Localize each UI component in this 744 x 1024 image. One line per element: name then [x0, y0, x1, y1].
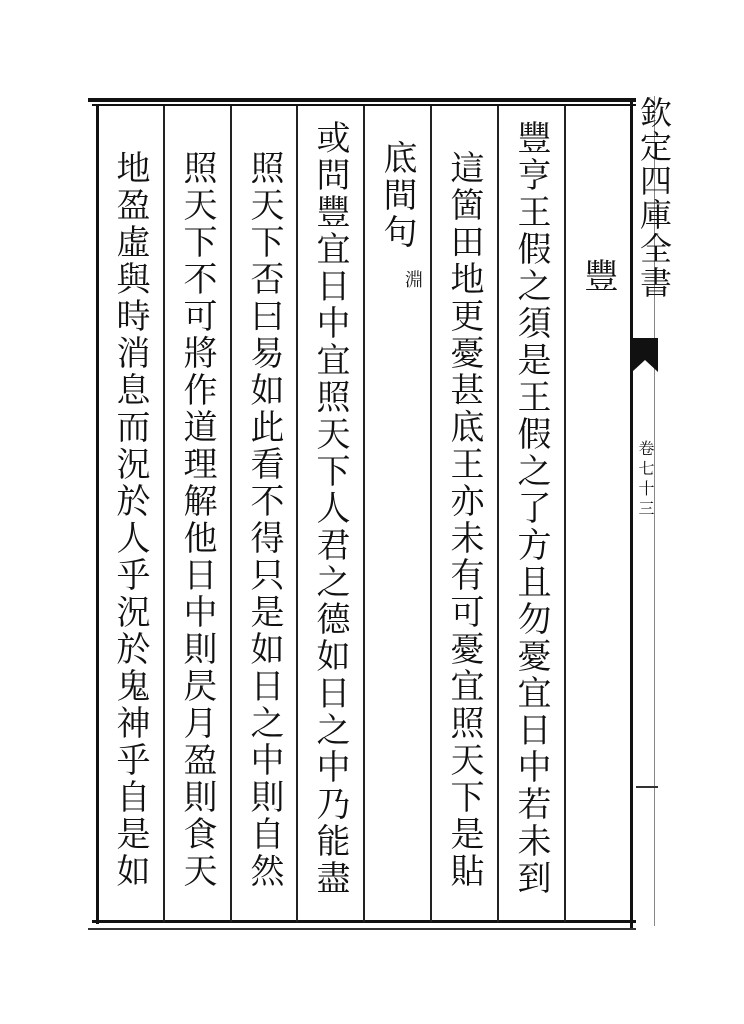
collection-title: 欽定四庫全書: [635, 96, 673, 300]
text-column-6: 照天下不可將作道理解他日中則昃月盈則食天: [177, 150, 217, 890]
frame-left-border: [96, 104, 99, 924]
column-divider: [163, 106, 165, 922]
volume-label: 卷七十三: [636, 440, 655, 520]
column-divider: [296, 106, 298, 922]
annotation-note: 淵: [402, 270, 423, 288]
column-divider: [230, 106, 232, 922]
frame-bottom-outer-border: [88, 928, 636, 930]
text-column-4: 或問豐宜日中宜照天下人君之德如日之中乃能盡: [310, 120, 350, 897]
text-column-1: 豐亨王假之須是王假之了方且勿憂宜日中若未到: [511, 120, 551, 897]
text-column-2: 這箇田地更憂甚底王亦未有可憂宜照天下是貼: [444, 150, 484, 890]
frame-top-border: [88, 98, 636, 102]
text-column-5: 照天下否曰易如此看不得只是如日之中則自然: [244, 150, 284, 890]
column-divider: [564, 106, 566, 922]
frame-right-border: [630, 98, 633, 928]
text-column-7: 地盈虛與時消息而況於人乎況於鬼神乎自是如: [110, 150, 150, 890]
column-divider: [497, 106, 499, 922]
text-column-3: 底間句: [377, 140, 417, 251]
column-divider: [430, 106, 432, 922]
margin-tick: [636, 786, 658, 788]
section-heading: 豐: [578, 258, 618, 295]
column-divider: [363, 106, 365, 922]
fishtail-mark-icon: [632, 338, 658, 372]
